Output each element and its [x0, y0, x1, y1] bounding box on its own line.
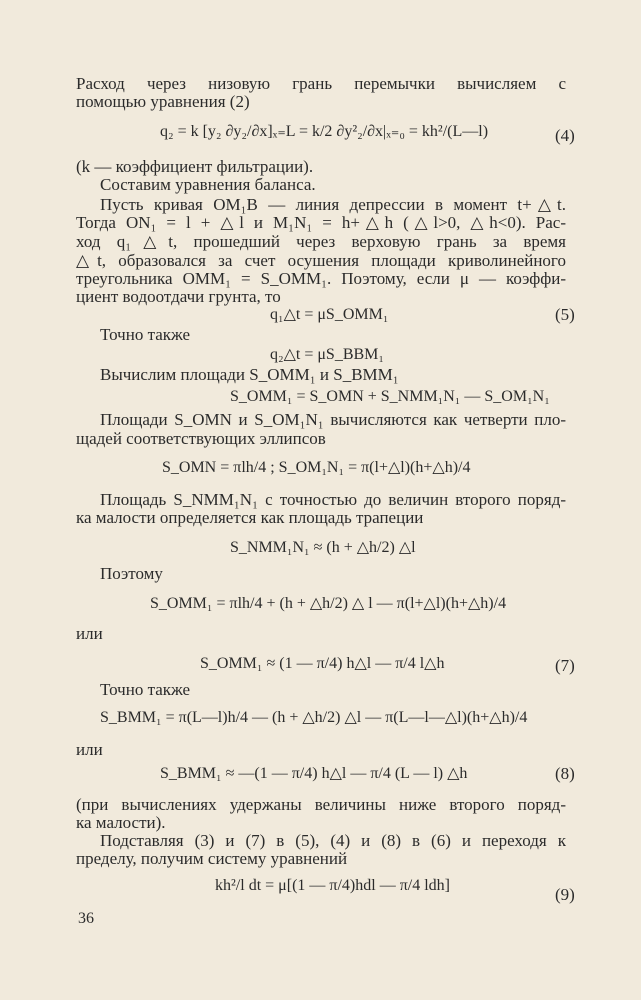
equation-8: S_BMM₁ ≈ —(1 — π/4) h△l — π/4 (L — l) △h [160, 765, 468, 782]
text-line: щадей соответствующих эллипсов [76, 429, 326, 448]
text-line: ход q₁△t, прошедший через верховую грань за время [76, 232, 566, 251]
equation-number: (4) [555, 126, 575, 145]
text-line: (при вычислениях удержаны величины ниже второго поряд- [76, 795, 566, 814]
equation-number: (7) [555, 656, 575, 675]
text-line: треугольника OMM₁ = S_OMM₁. Поэтому, если μ — коэффи- [76, 269, 566, 288]
text-line: Вычислим площади S_OMM₁ и S_BMM₁ [100, 365, 399, 384]
text-line: или [76, 740, 103, 759]
equation-q2: q₂ = k [y₂ ∂y₂/∂x]ₓ₌L = k/2 ∂y²₂/∂x|ₓ₌₀ = kh²/(L—l) [160, 123, 489, 140]
equation-ellipse-areas: S_OMN = πlh/4 ; S_OM₁N₁ = π(l+△l)(h+△h)/4 [162, 459, 471, 476]
text-line: Поэтому [100, 564, 163, 583]
text-line: Подставляя (3) и (7) в (5), (4) и (8) в (6) и переходя к [100, 831, 566, 850]
text-line: Точно также [100, 680, 191, 699]
text-line: помощью уравнения (2) [76, 92, 250, 111]
equation-7: S_OMM₁ ≈ (1 — π/4) h△l — π/4 l△h [200, 655, 445, 672]
equation-trapezoid: S_NMM₁N₁ ≈ (h + △h/2) △l [230, 539, 416, 556]
text-line: Составим уравнения баланса. [100, 175, 316, 194]
text-line: (k — коэффициент фильтрации). [76, 157, 314, 176]
equation-number: (8) [555, 764, 575, 783]
equation-5: q₁△t = μS_OMM₁ [270, 306, 389, 323]
text-line: Пусть кривая OM₁B — линия депрессии в момент t+△t. [100, 195, 566, 214]
equation-area-sum: S_OMM₁ = S_OMN + S_NMM₁N₁ — S_OM₁N₁ [230, 388, 550, 405]
equation-number: (9) [555, 885, 575, 904]
text-line: Расход через низовую грань перемычки вычисляем с [76, 74, 566, 93]
equation-somm1: S_OMM₁ = πlh/4 + (h + △h/2) △ l — π(l+△l)(h+△h)/4 [150, 595, 507, 612]
text-line: △t, образовался за счет осушения площади криволинейного [76, 251, 566, 270]
equation-number: (5) [555, 305, 575, 324]
text-line: ка малости определяется как площадь трапеции [76, 508, 424, 527]
text-line: пределу, получим систему уравнений [76, 849, 348, 868]
equation-6: q₂△t = μS_BBM₁ [270, 346, 384, 363]
text-line: или [76, 624, 103, 643]
equation-9: kh²/l dt = μ[(1 — π/4)hdl — π/4 ldh] [215, 877, 450, 894]
text-line: Площадь S_NMM₁N₁ с точностью до величин второго поряд- [100, 490, 566, 509]
equation-sbmm1: S_BMM₁ = π(L—l)h/4 — (h + △h/2) △l — π(L—l—△l)(h+△h)/4 [100, 709, 528, 726]
text-line: циент водоотдачи грунта, то [76, 287, 281, 306]
text-line: Площади S_OMN и S_OM₁N₁ вычисляются как четверти пло- [100, 410, 566, 429]
text-line: ка малости). [76, 813, 166, 832]
page-number: 36 [78, 910, 94, 927]
text-line: Точно также [100, 325, 191, 344]
text-line: Тогда ON₁ = l + △l и M₁N₁ = h+△h (△l>0, △h<0). Рас- [76, 213, 566, 232]
